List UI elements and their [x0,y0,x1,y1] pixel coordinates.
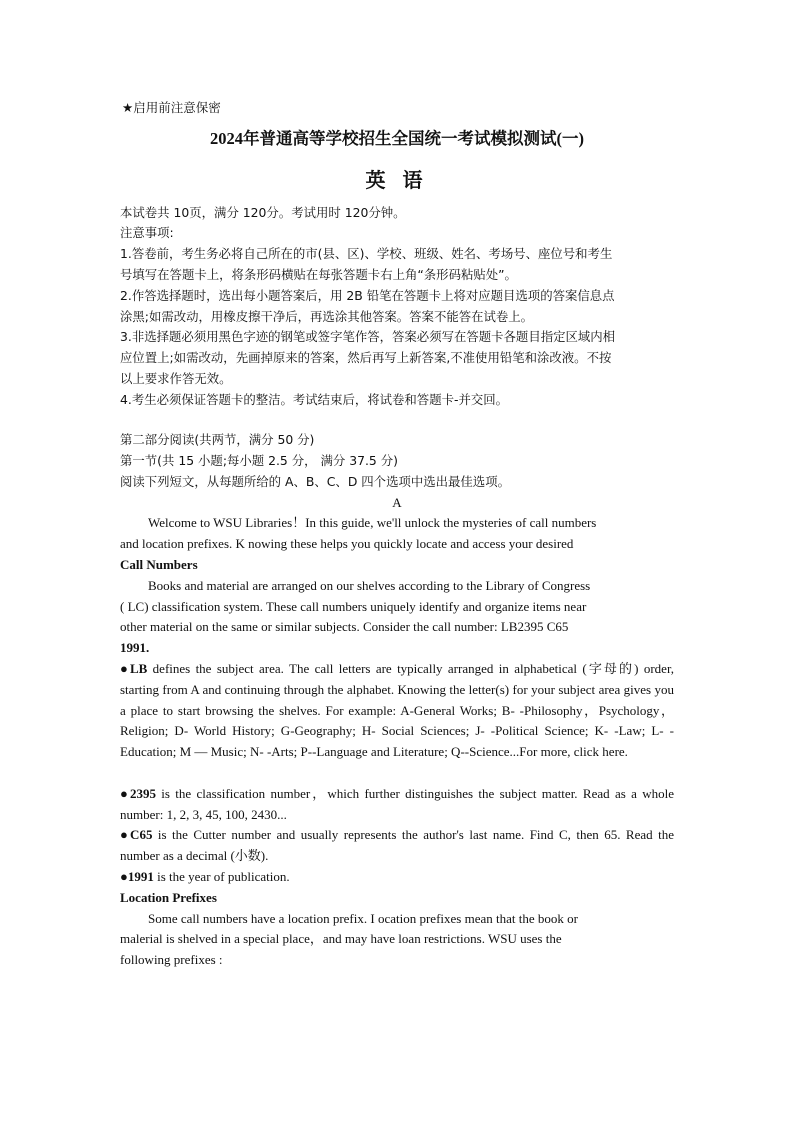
call-line: other material on the same or similar subjects. Consider the call number: LB2395 C65 [120,619,569,634]
bullet-c65-term: ●C65 [120,827,153,842]
location-prefixes-heading: Location Prefixes [120,890,217,905]
note-line: 2.作答选择题时，选出每小题答案后，用 2B 铅笔在答题卡上将对应题目选项的答案信息点 [120,288,615,303]
note-line: 号填写在答题卡上，将条形码横贴在每张答题卡右上角“条形码粘贴处”。 [120,267,517,282]
note-line: 1.答卷前，考生务必将自己所在的市(县、区)、学校、班级、姓名、考场号、座位号和考生 [120,246,613,261]
bullet-1991-text: is the year of publication. [153,869,290,884]
confidential-mark: ★启用前注意保密 [122,100,221,115]
notes-heading: 注意事项: [120,225,174,240]
note-line: 涂黑;如需改动，用橡皮擦干净后，再选涂其他答案。答案不能答在试卷上。 [120,309,534,324]
exam-summary: 本试卷共 10页，满分 120分。考试用时 120分钟。 [120,205,406,220]
note-line: 4.考生必须保证答题卡的整洁。考试结束后，将试卷和答题卡-并交回。 [120,392,509,407]
note-line: 以上要求作答无效。 [120,371,232,386]
bullet-lb-term: ●LB [120,661,148,676]
bullet-c65 [120,825,674,867]
bullet-lb-text: defines the subject area. The call letters are typically arranged in alphabetical (字母的) order, starting from A and continuing through the alphabet. Knowing the letter(s) for your subject area gives you a place to start browsing the shelves. For example: A-General Works; B- -Philosophy，Psychology， Religion; D- World History; G-Geography; H- Social Sciences; J- -Political Science; K- -Law; L- -Education; M — Music; N- -Arts; P--Language and Literature; Q--Science...For more, click here. [120,661,674,760]
subject-title: 英 语 [365,170,429,192]
part-heading: 第二部分阅读(共两节，满分 50 分) [120,432,315,447]
year-line: 1991. [120,640,150,655]
bullet-c65-text: is the Cutter number and usually represents the author's last name. Find C, then 65. Read the number as a decimal (小数). [120,827,674,863]
note-line: 应位置上;如需改动，先画掉原来的答案，然后再写上新答案,不准使用铅笔和涂改液。不按 [120,350,612,365]
call-line: ( LC) classification system. These call numbers uniquely identify and organize items near [120,599,587,614]
location-line: following prefixes : [120,952,223,967]
passage-label: A [392,495,402,510]
call-line: Books and material are arranged on our shelves according to the Library of Congress [148,578,591,593]
bullet-lb [120,659,674,763]
bullet-1991 [120,867,674,888]
location-line: malerial is shelved in a special place，and may have loan restrictions. WSU uses the [120,931,562,946]
intro-line: and location prefixes. K nowing these helps you quickly locate and access your desired [120,536,574,551]
bullet-2395-term: ●2395 [120,786,156,801]
intro-line: Welcome to WSU Libraries！In this guide, we'll unlock the mysteries of call numbers [148,515,597,530]
subsection-heading: 第一节(共 15 小题;每小题 2.5 分， 满分 37.5 分) [120,453,398,468]
bullet-2395-text: is the classification number，which further distinguishes the subject matter. Read as a whole number: 1, 2, 3, 45, 100, 2430... [120,786,675,822]
instruction: 阅读下列短文，从每题所给的 A、B、C、D 四个选项中选出最佳选项。 [120,474,510,489]
call-numbers-heading: Call Numbers [120,557,198,572]
exam-title: 2024年普通高等学校招生全国统一考试模拟测试(一) [210,129,584,148]
bullet-1991-term: ●1991 [120,869,154,884]
location-line: Some call numbers have a location prefix. I ocation prefixes mean that the book or [148,911,578,926]
bullet-2395 [120,784,674,826]
note-line: 3.非选择题必须用黑色字迹的钢笔或签字笔作答，答案必须写在答题卡各题目指定区域内相 [120,329,616,344]
